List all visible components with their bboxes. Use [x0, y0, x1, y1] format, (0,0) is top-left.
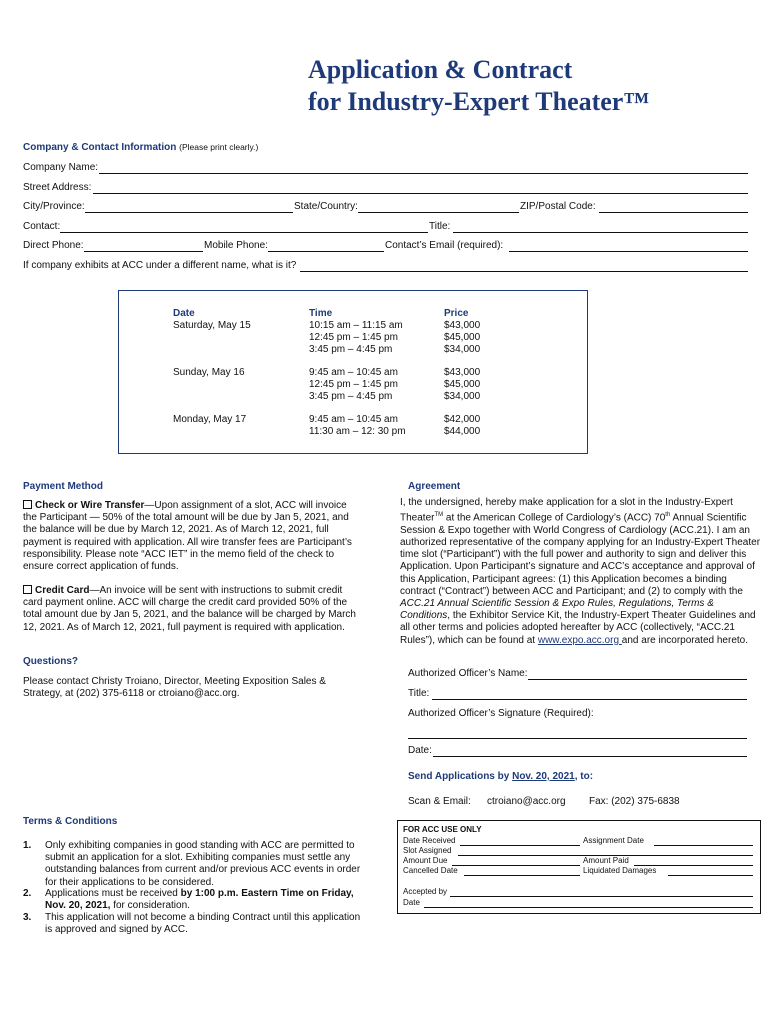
schedule-prices-monday — [444, 414, 480, 438]
schedule-box — [118, 290, 588, 454]
send-fax: Fax: (202) 375-6838 — [589, 796, 680, 807]
price: $43,000 — [444, 367, 481, 378]
schedule-date-monday: Monday, May 17 — [173, 414, 247, 425]
state-field[interactable] — [358, 212, 519, 213]
signature-label: Authorized Officer’s Signature (Required): — [408, 708, 594, 719]
officer-name-label: Authorized Officer’s Name: — [408, 668, 528, 679]
direct-phone-field[interactable] — [84, 251, 203, 252]
contact-label: Contact: — [23, 221, 61, 232]
city-row — [23, 200, 748, 214]
agreement-text-e: and are incorporated hereto. — [621, 634, 748, 646]
credit-card-text: —An invoice will be sent with instructions to submit credit card payment online. ACC will charge the credit card provided 50% of the total amount due by Jan 5, 2021, and the balance will be charged by March 12, 2021. As of March 12, 2021, full payment is required with application. — [23, 585, 356, 633]
price: $44,000 — [444, 426, 481, 437]
street-address-label: Street Address: — [23, 182, 92, 193]
city-label: City/Province: — [23, 201, 85, 212]
credit-card-label: Credit Card — [35, 585, 90, 596]
payment-heading: Payment Method — [23, 481, 104, 492]
terms-item-1: Only exhibiting companies in good standing with ACC are permitted to submit an application for a slot. Exhibiting companies must settle any outstanding balances from current and/or previous ACC events in order for their applications to be considered. — [45, 840, 361, 888]
amount-due-field[interactable] — [452, 865, 580, 866]
terms-number-2: 2. — [23, 888, 32, 899]
schedule-date-sunday: Sunday, May 16 — [173, 367, 245, 378]
different-name-label: If company exhibits at ACC under a different name, what is it? — [23, 260, 297, 271]
price: $45,000 — [444, 332, 481, 343]
different-name-row — [23, 259, 748, 273]
signature-field[interactable] — [408, 738, 747, 739]
check-wire-label: Check or Wire Transfer — [35, 500, 145, 511]
questions-text: Please contact Christy Troiano, Director, Meeting Exposition Sales & Strategy, at (202) 375-6118 or ctroiano@acc.org. — [23, 676, 326, 700]
terms-item-2b: by 1:00 p.m. Eastern Time on Friday, Nov. 20, 2021, — [45, 888, 354, 912]
email-field[interactable] — [509, 251, 748, 252]
amount-due-label: Amount Due — [403, 856, 448, 865]
send-prefix: Send Applications by — [408, 771, 513, 782]
send-contact-row — [408, 795, 747, 809]
officer-title-row — [408, 687, 747, 701]
contact-heading-label: Company & Contact Information — [23, 142, 177, 153]
send-email-link[interactable]: ctroiano@acc.org — [487, 796, 566, 807]
title-field[interactable] — [453, 232, 748, 233]
schedule-prices-saturday — [444, 320, 480, 356]
price: $34,000 — [444, 344, 481, 355]
zip-field[interactable] — [599, 212, 748, 213]
time-slot: 9:45 am – 10:45 am — [309, 367, 398, 378]
contact-heading — [23, 142, 258, 153]
street-address-field[interactable] — [93, 193, 748, 194]
check-wire-text: —Upon assignment of a slot, ACC will invoice the Participant — 50% of the total amount will be due by Jan 5, 2021, and the balance will be due by March 12, 2021. As of March 12, 2021, full payment is required with application. All wire transfer fees are Participant’s responsibility. Please note “ACC IET” in the memo field of the check to ensure correct application of funds. — [23, 500, 352, 573]
different-name-field[interactable] — [300, 271, 748, 272]
terms-number-3: 3. — [23, 912, 32, 923]
terms-item-2a: Applications must be received — [45, 888, 181, 899]
price: $34,000 — [444, 391, 481, 402]
phone-row — [23, 239, 748, 253]
send-applications-heading — [408, 771, 593, 782]
schedule-date-saturday: Saturday, May 15 — [173, 320, 251, 331]
schedule-prices-sunday — [444, 367, 480, 403]
agreement-text-c: Annual Scientific Session & Expo together with World Congress of Cardiology (ACC.21). I am an authorized representative of the company applying for an Industry-Expert Theater time slot (“Participant”) with the full power and authority to sign and deliver this Application. Upon Participant’s signature and ACC’s acceptance and approval of this Application, Participant agrees: (1) this Application becomes a binding contract (“Contract”) between ACC and Participant; and (2) to comply with the — [400, 512, 761, 597]
price: $45,000 — [444, 379, 481, 390]
cancelled-date-field[interactable] — [464, 875, 580, 876]
price: $43,000 — [444, 320, 481, 331]
company-name-label: Company Name: — [23, 162, 99, 173]
time-slot: 12:45 pm – 1:45 pm — [309, 379, 398, 390]
expo-link[interactable]: www.expo.acc.org — [537, 634, 622, 646]
send-deadline: Nov. 20, 2021 — [512, 771, 575, 782]
checkbox-credit-card[interactable] — [23, 585, 32, 594]
date-received-field[interactable] — [460, 845, 580, 846]
terms-item-2 — [45, 888, 365, 912]
payment-check-paragraph — [23, 500, 363, 573]
agreement-text — [400, 497, 764, 647]
assignment-date-field[interactable] — [654, 845, 753, 846]
schedule-header-time: Time — [309, 308, 333, 319]
schedule-header-price: Price — [444, 308, 469, 319]
title-label: Title: — [429, 221, 451, 232]
amount-paid-label: Amount Paid — [583, 856, 629, 865]
mobile-phone-label: Mobile Phone: — [204, 240, 268, 251]
payment-card-paragraph — [23, 585, 363, 634]
acc-date-field[interactable] — [424, 907, 753, 908]
agreement-text-b: at the American College of Cardiology’s (ACC) 70 — [443, 512, 666, 524]
agreement-text-d: , the Exhibitor Service Kit, the Industry-Expert Theater Guidelines and all other terms and policies adopted hereafter by ACC (collectively, “ACC.21 Rules”), which can be found at — [400, 610, 756, 646]
send-suffix: , to: — [574, 771, 594, 782]
schedule-times-monday — [309, 414, 406, 438]
schedule-header-date: Date — [173, 308, 195, 319]
schedule-times-saturday — [309, 320, 403, 356]
price: $42,000 — [444, 414, 481, 425]
terms-heading: Terms & Conditions — [23, 816, 118, 827]
acc-use-heading: FOR ACC USE ONLY — [403, 825, 482, 834]
tm-mark: TM — [434, 512, 444, 519]
terms-item-3: This application will not become a binding Contract until this application is approved and signed by ACC. — [45, 912, 361, 936]
acc-use-box — [397, 820, 761, 914]
liquidated-damages-field[interactable] — [668, 875, 753, 876]
time-slot: 9:45 am – 10:45 am — [309, 414, 398, 425]
agreement-heading: Agreement — [408, 481, 461, 492]
company-name-field[interactable] — [99, 173, 748, 174]
signature-date-row — [408, 744, 747, 758]
acc-date-label: Date — [403, 898, 420, 907]
agreement-text-a: I, the undersigned, hereby make application for a slot in the Industry-Expert Theater — [400, 497, 733, 524]
direct-phone-label: Direct Phone: — [23, 240, 84, 251]
street-address-row — [23, 181, 748, 195]
th-mark: th — [665, 512, 671, 519]
officer-title-label: Title: — [408, 688, 430, 699]
mobile-phone-field[interactable] — [268, 251, 384, 252]
state-label: State/Country: — [294, 201, 358, 212]
scan-email-label: Scan & Email: — [408, 796, 471, 807]
date-received-label: Date Received — [403, 836, 456, 845]
accepted-by-field[interactable] — [450, 896, 753, 897]
city-field[interactable] — [85, 212, 293, 213]
time-slot: 3:45 pm – 4:45 pm — [309, 391, 393, 402]
questions-heading: Questions? — [23, 656, 79, 667]
officer-name-field[interactable] — [528, 679, 747, 680]
signature-date-field[interactable] — [433, 756, 747, 757]
signature-date-label: Date: — [408, 745, 432, 756]
page-title — [308, 54, 649, 118]
liquidated-damages-label: Liquidated Damages — [583, 866, 657, 875]
time-slot: 12:45 pm – 1:45 pm — [309, 332, 398, 343]
assignment-date-label: Assignment Date — [583, 836, 644, 845]
zip-label: ZIP/Postal Code: — [520, 201, 596, 212]
contact-row — [23, 220, 748, 234]
officer-title-field[interactable] — [432, 699, 747, 700]
accepted-by-label: Accepted by — [403, 887, 448, 896]
slot-assigned-label: Slot Assigned — [403, 846, 452, 855]
contact-heading-note: (Please print clearly.) — [179, 142, 259, 152]
title-line-1: Application & Contract — [308, 55, 573, 84]
time-slot: 10:15 am – 11:15 am — [309, 320, 403, 331]
terms-number-1: 1. — [23, 840, 32, 851]
contact-field[interactable] — [60, 232, 428, 233]
company-name-row — [23, 161, 748, 175]
terms-item-2c: for consideration. — [110, 900, 190, 912]
cancelled-date-label: Cancelled Date — [403, 866, 458, 875]
schedule-times-sunday — [309, 367, 398, 403]
signature-row — [408, 707, 747, 721]
email-label: Contact’s Email (required): — [385, 240, 504, 251]
time-slot: 3:45 pm – 4:45 pm — [309, 344, 393, 355]
rules-reference: ACC.21 Annual Scientific Session & Expo Rules, Regulations, Terms & Conditions — [400, 597, 714, 622]
time-slot: 11:30 am – 12: 30 pm — [309, 426, 406, 437]
checkbox-check-wire[interactable] — [23, 500, 32, 509]
title-line-2: for Industry-Expert Theater™ — [308, 87, 650, 116]
officer-name-row — [408, 667, 747, 681]
